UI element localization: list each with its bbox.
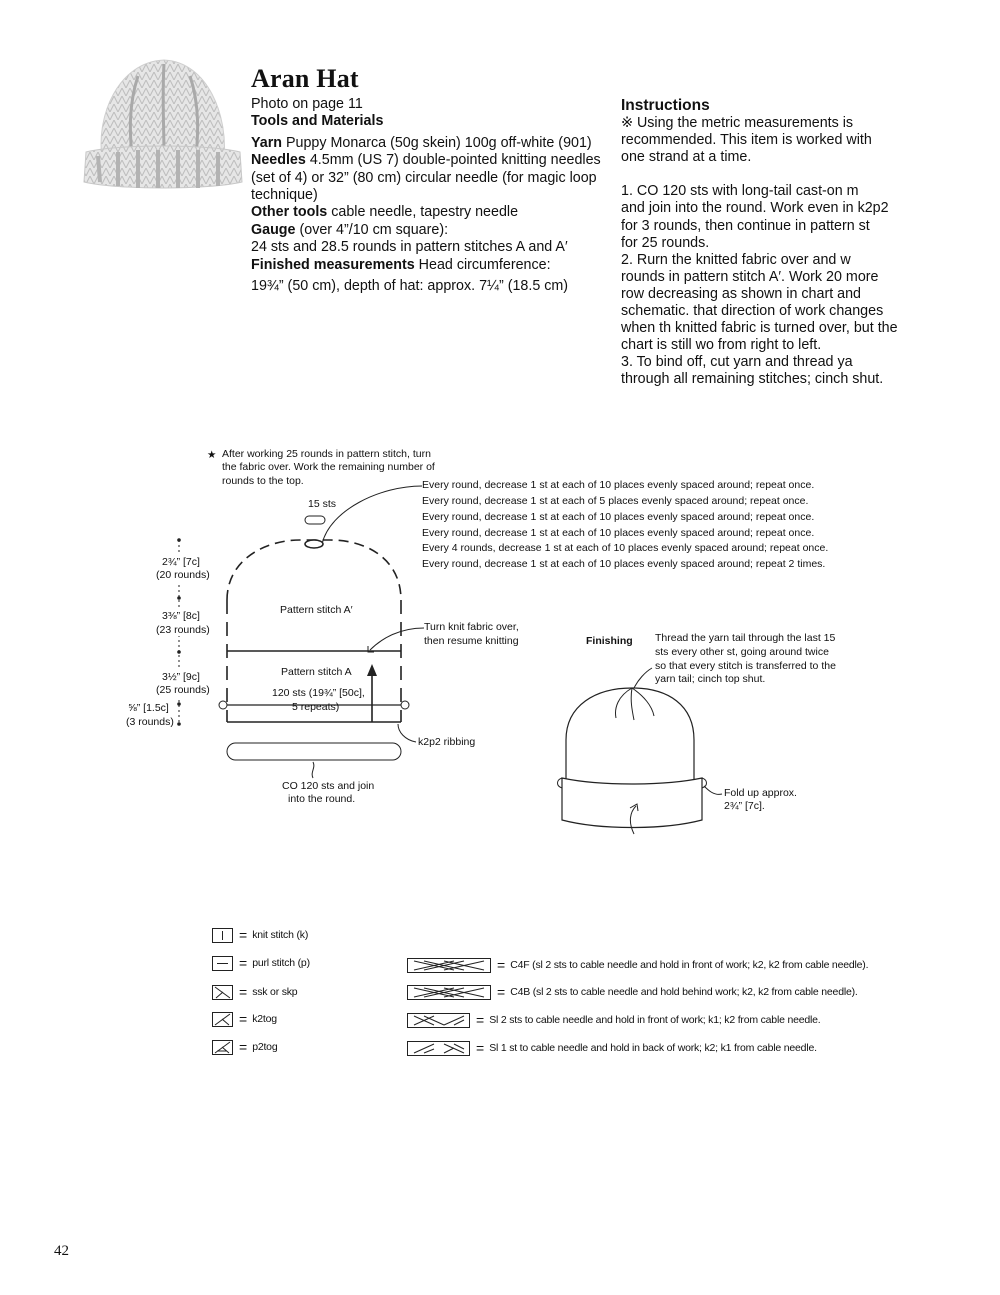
p2tog-symbol-icon — [212, 1040, 233, 1055]
legend-knit: = knit stitch (k) — [212, 927, 308, 943]
dim-top-a: 2¾” [7c] — [162, 556, 200, 568]
dim-low-b: (25 rounds) — [156, 684, 210, 696]
instructions-heading: Instructions — [621, 97, 710, 114]
instructions-step-1: 1. CO 120 sts with long-tail cast-on m and join into the round. Work even in k2p2 for 3 rounds, then continue in pattern st for 25 rounds. — [621, 183, 889, 251]
legend-ssk: = ssk or skp — [212, 984, 297, 1000]
other-tools-label: Other tools — [251, 204, 328, 221]
decrease-line-3: Every round, decrease 1 st at each of 10 places evenly spaced around; repeat once. — [422, 511, 815, 523]
materials-heading: Tools and Materials — [251, 113, 384, 130]
instructions-note: ※ Using the metric measurements is recommended. This item is worked with one strand at a time. — [621, 115, 872, 166]
finishing-heading: Finishing — [586, 635, 633, 647]
finishing-line-2: sts every other st, going around twice — [655, 646, 829, 658]
legend-p2tog: = p2tog — [212, 1039, 277, 1055]
decrease-line-6: Every round, decrease 1 st at each of 10 places evenly spaced around; repeat 2 times. — [422, 558, 826, 570]
fold-leader — [704, 786, 722, 794]
crown-top — [305, 540, 323, 548]
turn-leader — [370, 628, 424, 650]
star-note-line-3: rounds to the top. — [222, 475, 304, 487]
page-number: 42 — [54, 1243, 69, 1259]
fold-note-line-2: 2¾” [7c]. — [724, 800, 765, 812]
decrease-leader — [322, 486, 422, 544]
c4b-cable-icon — [407, 985, 491, 1000]
dim-mid-b: (23 rounds) — [156, 624, 210, 636]
legend-c3f: = Sl 2 sts to cable needle and hold in front of work; k1; k2 from cable needle. — [407, 1012, 821, 1028]
pattern-a-prime-label: Pattern stitch A′ — [280, 604, 353, 616]
finishing-leader — [634, 668, 652, 688]
pattern-title: Aran Hat — [251, 64, 359, 93]
knit-symbol-icon — [212, 928, 233, 943]
decrease-line-1: Every round, decrease 1 st at each of 10 places evenly spaced around; repeat once. — [422, 479, 815, 491]
instructions-step-2: 2. Rurn the knitted fabric over and w rounds in pattern stitch A′. Work 20 more row decreasing as shown in chart and schematic. that direction of work changes when th knitted fabric is turned over, but the chart is still wo from right to left. — [621, 251, 898, 354]
other-tools-text: cable needle, tapestry needle — [331, 204, 519, 221]
dim-mid-a: 3⅜” [8c] — [162, 610, 200, 622]
sts-label-line-1: 120 sts (19¾” [50c], — [272, 687, 365, 699]
legend-purl: = purl stitch (p) — [212, 955, 310, 971]
top-loop — [305, 516, 325, 524]
sts-label-line-2: 5 repeats) — [292, 701, 340, 713]
ssk-symbol-icon — [212, 985, 233, 1000]
decrease-line-2: Every round, decrease 1 st at each of 5 places evenly spaced around; repeat once. — [422, 495, 809, 507]
gauge-text: (over 4”/10 cm square): — [299, 221, 449, 238]
dim-rib-b: (3 rounds) — [126, 716, 174, 728]
star-icon: ★ — [207, 449, 217, 461]
legend-c4f: = C4F (sl 2 sts to cable needle and hold in front of work; k2, k2 from cable needle). — [407, 957, 868, 973]
finishing-line-1: Thread the yarn tail through the last 15 — [655, 632, 836, 644]
crown-outline — [227, 540, 401, 600]
needles-text: 4.5mm (US 7) double-pointed knitting needles (set of 4) or 32” (80 cm) circular needle (for magic loop technique) — [251, 152, 601, 204]
finishing-line-4: yarn tail; cinch top shut. — [655, 673, 766, 685]
star-note-line-1: After working 25 rounds in pattern stitch, turn — [222, 448, 431, 460]
c3f-cable-icon — [407, 1013, 470, 1028]
legend-k2tog: = k2tog — [212, 1011, 277, 1027]
needles-label: Needles — [251, 152, 306, 169]
gauge-detail: 24 sts and 28.5 rounds in pattern stitches A and A′ — [251, 239, 568, 256]
instructions-step-3: 3. To bind off, cut yarn and thread ya through all remaining stitches; cinch shut. — [621, 354, 884, 388]
direction-arrow-head — [367, 664, 377, 676]
c3b-cable-icon — [407, 1041, 470, 1056]
legend-c4b: = C4B (sl 2 sts to cable needle and hold behind work; k2, k2 from cable needle). — [407, 984, 858, 1000]
cast-on-line-2: into the round. — [288, 793, 356, 805]
dim-low-a: 3½” [9c] — [162, 671, 200, 683]
finished-hat-outline — [566, 688, 694, 786]
top-sts-label: 15 sts — [308, 498, 337, 510]
purl-symbol-icon — [212, 956, 233, 971]
turn-note-line-2: then resume knitting — [424, 635, 519, 647]
cast-on-line-1: CO 120 sts and join — [282, 780, 375, 792]
k2tog-symbol-icon — [212, 1012, 233, 1027]
folded-brim — [562, 778, 702, 828]
cast-on-loop — [227, 743, 401, 760]
yarn-label: Yarn — [251, 134, 282, 151]
decrease-line-4: Every round, decrease 1 st at each of 10 places evenly spaced around; repeat once. — [422, 527, 815, 539]
ribbing-leader — [398, 724, 416, 742]
photo-reference: Photo on page 11 — [251, 96, 363, 112]
finished-text: Head circumference: — [418, 256, 551, 273]
gathered-top — [616, 688, 654, 720]
gauge-label: Gauge — [251, 221, 296, 238]
dim-rib-a: ⅝” [1.5c] — [128, 702, 169, 714]
c4f-cable-icon — [407, 958, 491, 973]
finished-detail: 19¾” (50 cm), depth of hat: approx. 7¼” (18.5 cm) — [251, 278, 569, 295]
decrease-line-5: Every 4 rounds, decrease 1 st at each of 10 places evenly spaced around; repeat once. — [422, 542, 829, 554]
legend-c3b: = Sl 1 st to cable needle and hold in back of work; k2; k1 from cable needle. — [407, 1040, 817, 1056]
ribbing-label: k2p2 ribbing — [418, 736, 476, 748]
fold-note-line-1: Fold up approx. — [724, 787, 797, 799]
finished-label: Finished measurements — [251, 256, 415, 273]
pattern-a-label: Pattern stitch A — [281, 666, 352, 678]
turn-note-line-1: Turn knit fabric over, — [424, 621, 519, 633]
dim-top-b: (20 rounds) — [156, 569, 210, 581]
star-note-line-2: the fabric over. Work the remaining number of — [222, 461, 435, 473]
yarn-text: Puppy Monarca (50g skein) 100g off-white (901) — [285, 134, 592, 151]
finishing-line-3: so that every stitch is transferred to the — [655, 660, 836, 672]
